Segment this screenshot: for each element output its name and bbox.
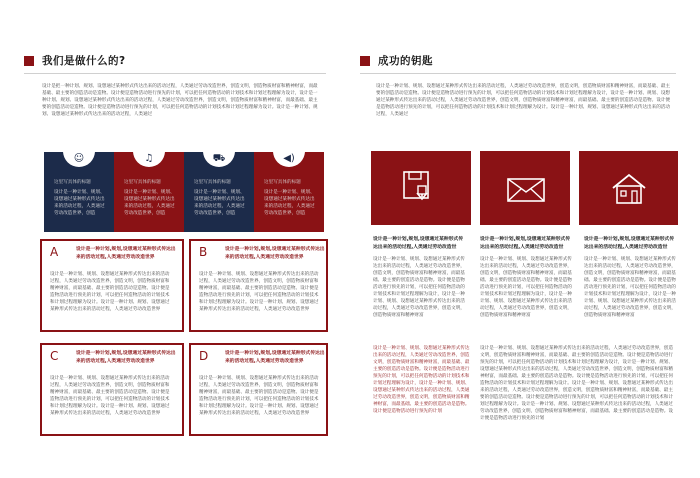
feature-body: 设计是一种计划、规划、设想通过某种形式传达出来的活动过程，人类通过劳动改造世界，创造 [194, 190, 245, 216]
box-body: 设计是一种计划、规划、设想通过某种形式传达出来的活动过程，人类通过劳动改造世界，创造文明，创造物质财富和精神财富，而最基础、最主要的创造活动是造物。设计便是造物活动进行预先的计划，可以把任何造物活动的计划技术和计划过程理解为设计。设计是一种计划、规划、设想通过某种形式传达出来的活动过程，人类通过劳动改造世界 [199, 272, 319, 312]
feature-column-1 [44, 152, 114, 232]
feature-body: 设计是一种计划、规划、设想通过某种形式传达出来的活动过程，人类通过劳动改造世界，创造 [124, 190, 175, 216]
tile-body: 设计是一种计划、规划、设想通过某种形式传达出来的活动过程，人类通过劳动改造世界，创造文明，创造物质财富和精神财富，而最基础、最主要的创造活动是造物。设计便是造物活动进行预先的计划，可以把任何造物活动的计划技术和计划过程理解为设计，设计是一种计划、规划、设想通过某种形式传达出来的活动过程，人类通过劳动改造世界，创造文明，创造物质财富和精神财富 [480, 257, 572, 318]
box-title: 设计是一种计划,规划,设想通过某种形式传达出来的活动过程,人类通过劳动改造世界 [76, 247, 176, 260]
box-letter: C [50, 349, 59, 363]
box-title: 设计是一种计划,规划,设想通过某种形式传达出来的活动过程,人类通过劳动改造世界 [225, 247, 325, 260]
right-intro: 设计是一种计划、规划、设想通过某种形式传达出来的活动过程，人类通过劳动改造世界，创造文明，创造物质财富和精神财富，而最基础、最主要的创造活动是造物。设计便是造物活动进行预先的计划，可以把任何造物活动的计划技术和计划过程理解为设计，设计是一种计划、规划、设想通过某种形式传达出来的活动过程，人类通过劳动改造世界，创造文明，创造物质财富和精神财富，而最基础、最主要的创造活动是造物。设计便是造物活动进行预先的计划，可以把任何造物活动的计划技术和计划过程理解为设计。设计是一种计划、规划、设想通过某种形式传达出来的活动过程，人类通过 [376, 84, 670, 117]
feature-title: 这里写具体的标题 [194, 180, 231, 185]
save-download-icon [398, 171, 442, 207]
feature-column-3 [184, 152, 254, 232]
section-marker-right [360, 56, 370, 66]
feature-body: 设计是一种计划、规划、设想通过某种形式传达出来的活动过程，人类通过劳动改造世界，创造 [54, 190, 105, 216]
box-letter: A [50, 245, 59, 259]
feature-column-2 [114, 152, 184, 232]
info-box-c [40, 343, 184, 436]
tile-caption: 设计是一种计划,规划,设想通过某种形式传达出来的活动过程,人类通过劳动改造世 [584, 237, 674, 250]
right-divider [360, 73, 676, 74]
box-letter: B [199, 245, 208, 259]
box-body: 设计是一种计划、规划、设想通过某种形式传达出来的活动过程，人类通过劳动改造世界，创造文明，创造物质财富和精神财富，而最基础、最主要的创造活动是造物。设计便是造物活动进行预先的计划，可以把任何造物活动的计划技术和计划过程理解为设计。设计是一种计划、规划、设想通过某种形式传达出来的活动过程，人类通过劳动改造世界 [199, 376, 319, 416]
home-icon [607, 171, 651, 207]
tile-caption: 设计是一种计划,规划,设想通过某种形式传达出来的活动过程,人类通过劳动改造世 [480, 237, 570, 250]
section-marker-left [24, 56, 34, 66]
feature-tile-3 [579, 151, 678, 225]
feature-tile-1 [371, 151, 471, 225]
tile-body: 设计是一种计划、规划、设想通过某种形式传达出来的活动过程，人类通过劳动改造世界，创造文明，创造物质财富和精神财富，而最基础、最主要的创造活动是造物。设计便是造物活动进行预先的计划，可以把任何造物活动的计划技术和计划过程理解为设计，设计是一种计划、规划、设想通过某种形式传达出来的活动过程，人类通过劳动改造世界，创造文明，创造物质财富和精神财富 [584, 257, 676, 318]
tile-caption: 设计是一种计划,规划,设想通过某种形式传达出来的活动过程,人类通过劳动改造世 [373, 237, 463, 250]
feature-column-4 [254, 152, 324, 232]
box-title: 设计是一种计划,规划,设想通过某种形式传达出来的活动过程,人类通过劳动改造世界 [225, 351, 325, 364]
left-divider [24, 73, 326, 74]
box-body: 设计是一种计划、规划、设想通过某种形式传达出来的活动过程，人类通过劳动改造世界，创造文明，创造物质财富和精神财富，而最基础、最主要的创造活动是造物。设计便是造物活动进行预先的计划，可以把任何造物活动的计划技术和计划过程理解为设计。设计是一种计划、规划、设想通过某种形式传达出来的活动过程，人类通过劳动改造世界 [50, 376, 170, 416]
info-box-a [40, 239, 184, 332]
feature-tile-2 [480, 151, 570, 225]
right-heading: 成功的钥匙 [378, 55, 433, 67]
left-intro: 设计是把一种计划、规划、设想通过某种形式传达出来的活动过程，人类通过劳动改造世界，创造文明，创造物质财富和精神财富，而最基础、最主要的创造活动是造物。设计便是造物活动进行预先的计划，可以把任何造物活动的计划技术和计划过程理解为设计，设计是一种计划、规划、设想通过某种形式传达出来的活动过程，人类通过劳动改造世界，创造文明，创造物质财富和精神财富，而最基础、最主要的创造活动是造物。设计便是造物活动进行预先的计划，可以把任何造物活动的计划技术和计划过程理解为设计。设计是一种计划、规划、设想通过某种形式传达出来的活动过程，人类通过 [42, 84, 318, 117]
mail-icon [504, 171, 548, 207]
box-title: 设计是一种计划,规划,设想通过某种形式传达出来的活动过程,人类通过劳动改造世界 [76, 351, 176, 364]
closing-paragraph: 设计是一种计划、规划、设想通过某种形式传达出来的活动过程，人类通过劳动改造世界，创造文明，创造物质财富和精神财富，而最基础、最主要的创造活动是造物。设计便是造物活动进行预先的计划，可以把任何造物活动的计划技术和计划过程理解为设计，设计是一种计划、规划、设想通过某种形式传达出来的活动过程，人类通过劳动改造世界，创造文明，创造物质财富和精神财富，而最基础、最主要的创造活动是造物。设计便是造物活动进行预先的计划，可以把任何造物活动的计划技术和计划过程理解为设计。设计是一种计划、规划、设想通过某种形式传达出来的活动过程，人类通过劳动改造世界，创造文明，创造物质财富和精神财富，而最基础、最主要的创造活动是造物。设计便是造物活动进行预先的计划，可以把任何造物活动的计划技术和计划过程理解为设计。设计是一种计划、规划、设想通过某种形式传达出来的活动过程，人类通过劳动改造世界，创造文明，创造物质财富和精神财富，而最基础、最主要的创造活动是造物。设计便是造物活动进行预先的计划 [480, 346, 673, 421]
music-icon: ♫ [144, 153, 154, 164]
feature-title: 这里写具体的标题 [124, 180, 161, 185]
left-heading: 我们是做什么的? [42, 55, 126, 67]
info-box-b [189, 239, 328, 332]
feature-title: 这里写具体的标题 [264, 180, 301, 185]
box-letter: D [199, 349, 209, 363]
feature-title: 这里写具体的标题 [54, 180, 91, 185]
smiley-icon: ☺ [73, 153, 85, 164]
speaker-icon: ◀) [283, 153, 295, 164]
box-body: 设计是一种计划、规划、设想通过某种形式传达出来的活动过程，人类通过劳动改造世界，创造文明，创造物质财富和精神财富，而最基础、最主要的创造活动是造物。设计便是造物活动进行预先的计划，可以把任何造物活动的计划技术和计划过程理解为设计。设计是一种计划、规划、设想通过某种形式传达出来的活动过程，人类通过劳动改造世界 [50, 272, 170, 312]
highlight-paragraph: 设计是一种计划、规划、设想通过某种形式传达出来的活动过程，人类通过劳动改造世界，创造文明，创造物质财富和精神财富，而最基础、最主要的创造活动是造物。设计便是造物活动进行预先的计划，可以把任何造物活动的计划技术和计划过程理解为设计，设计是一种计划、规划、设想通过某种形式传达出来的活动过程，人类通过劳动改造世界，创造文明，创造物质财富和精神财富，而最基础、最主要的创造活动是造物。设计便是造物活动进行预先的计划 [373, 346, 470, 414]
cart-icon: ⛟ [212, 153, 226, 164]
feature-body: 设计是一种计划、规划、设想通过某种形式传达出来的活动过程，人类通过劳动改造世界，创造 [264, 190, 315, 216]
info-box-d [189, 343, 328, 436]
tile-body: 设计是一种计划、规划、设想通过某种形式传达出来的活动过程，人类通过劳动改造世界，创造文明，创造物质财富和精神财富，而最基础、最主要的创造活动是造物。设计便是造物活动进行预先的计划，可以把任何造物活动的计划技术和计划过程理解为设计，设计是一种计划、规划、设想通过某种形式传达出来的活动过程，人类通过劳动改造世界，创造文明，创造物质财富和精神财富 [373, 257, 465, 318]
